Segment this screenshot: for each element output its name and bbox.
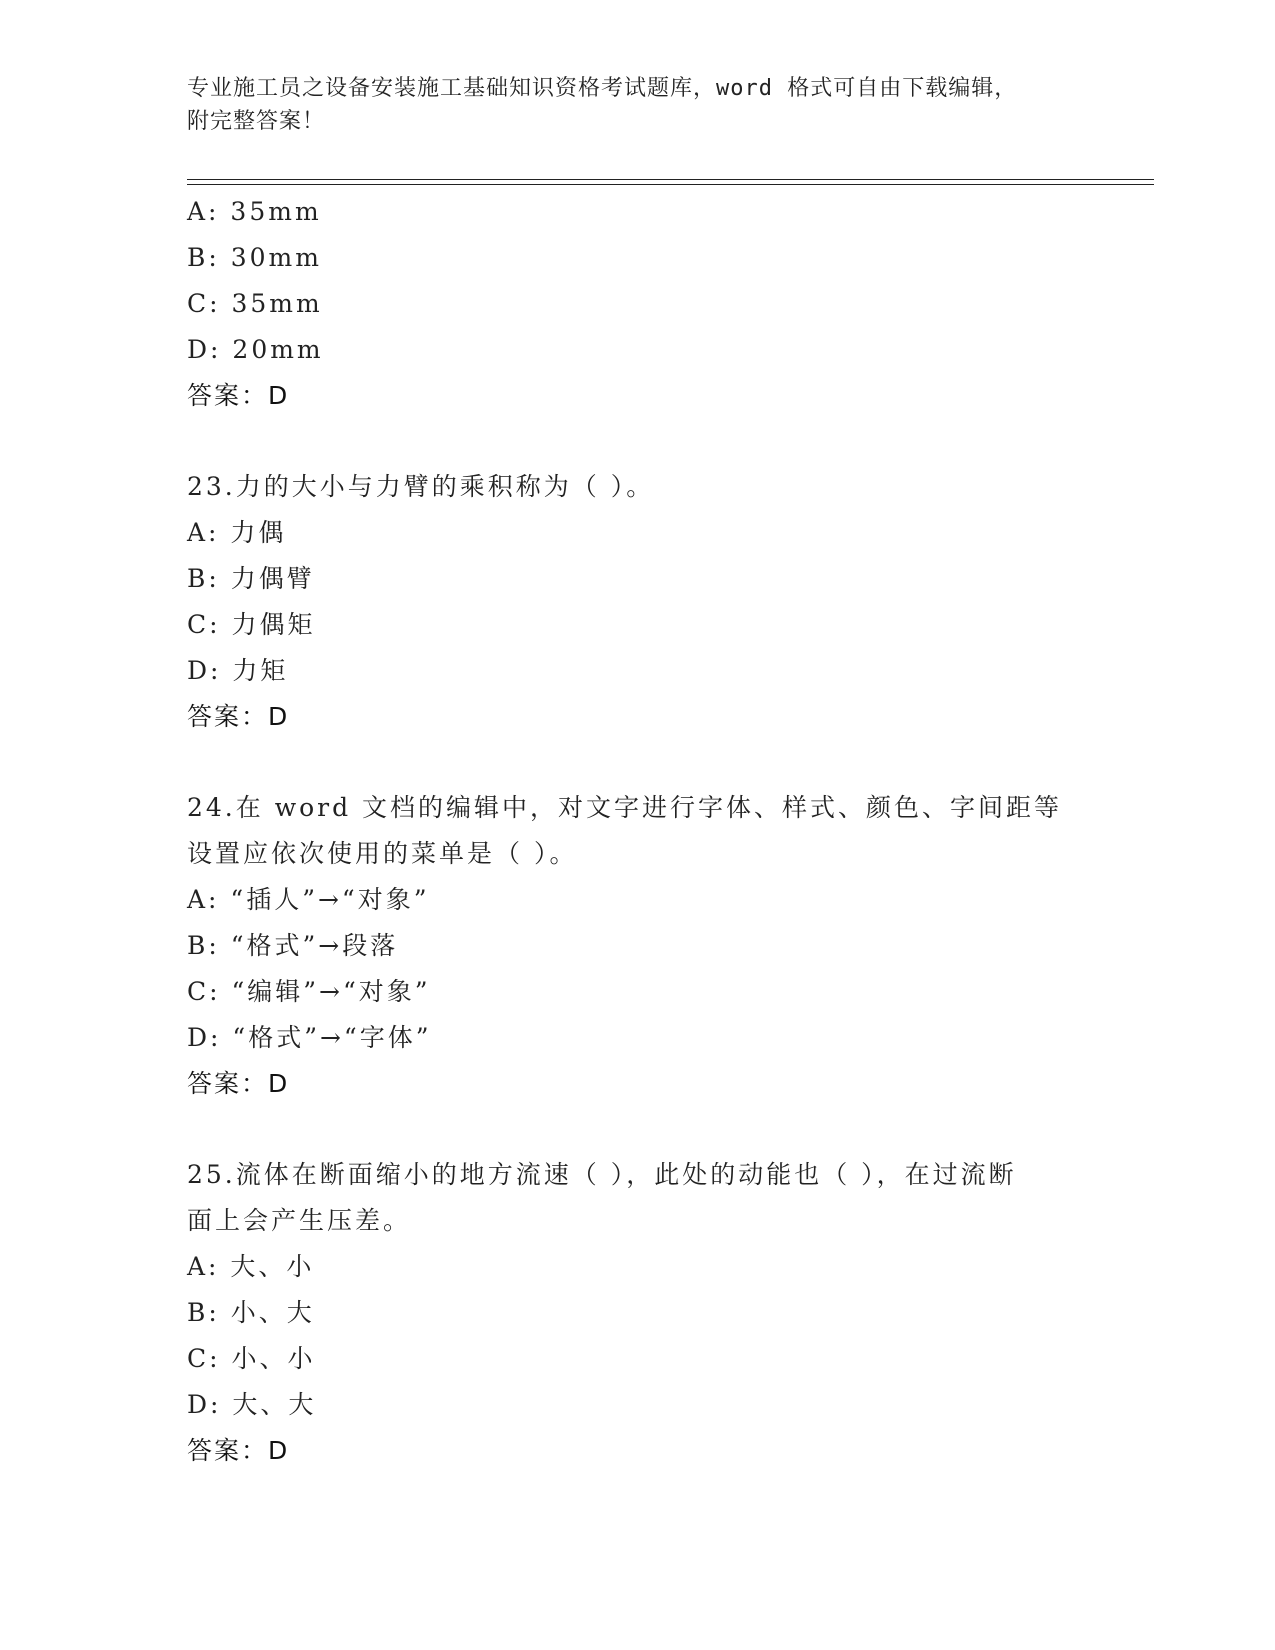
option-c: C: 35mm — [187, 289, 323, 318]
block-spacer — [187, 419, 1087, 464]
question-text-continued: 设置应依次使用的菜单是（ ）。 — [187, 839, 578, 868]
question-text: 25.流体在断面缩小的地方流速（ ），此处的动能也（ ），在过流断 — [187, 1160, 1017, 1189]
header-line-2: 附完整答案！ — [187, 109, 326, 134]
option-c: C: 小、小 — [187, 1344, 316, 1373]
answer-line: 答案：D — [187, 1069, 290, 1098]
question-block — [187, 785, 1087, 1107]
header-line-1: 专业施工员之设备安装施工基础知识资格考试题库，word 格式可自由下载编辑， — [187, 76, 1018, 101]
option-c: C: “编辑”→“对象” — [187, 977, 431, 1006]
header-divider-bottom — [187, 184, 1154, 185]
option-b: B: “格式”→段落 — [187, 931, 399, 960]
option-b: B: 30mm — [187, 243, 322, 272]
document-header — [187, 72, 1087, 138]
option-d: D: 力矩 — [187, 656, 289, 685]
question-text-continued: 面上会产生压差。 — [187, 1206, 412, 1235]
header-divider-top — [187, 179, 1154, 180]
option-d: D: “格式”→“字体” — [187, 1023, 432, 1052]
option-d: D: 大、大 — [187, 1390, 317, 1419]
option-b: B: 力偶臂 — [187, 564, 315, 593]
option-b: B: 小、大 — [187, 1298, 315, 1327]
option-a: A: 35mm — [187, 197, 322, 226]
question-block — [187, 1152, 1087, 1474]
question-text: 24.在 word 文档的编辑中，对文字进行字体、样式、颜色、字间距等 — [187, 793, 1063, 822]
answer-line: 答案：D — [187, 1436, 290, 1465]
question-block — [187, 189, 1087, 419]
option-c: C: 力偶矩 — [187, 610, 316, 639]
block-spacer — [187, 1107, 1087, 1152]
option-d: D: 20mm — [187, 335, 324, 364]
option-a: A: 力偶 — [187, 518, 287, 547]
question-text: 23.力的大小与力臂的乘积称为（ ）。 — [187, 472, 655, 501]
block-spacer — [187, 740, 1087, 785]
option-a: A: 大、小 — [187, 1252, 315, 1281]
option-a: A: “插人”→“对象” — [187, 885, 430, 914]
question-list — [187, 189, 1087, 1474]
question-block — [187, 464, 1087, 740]
answer-line: 答案：D — [187, 702, 290, 731]
answer-line: 答案：D — [187, 381, 290, 410]
